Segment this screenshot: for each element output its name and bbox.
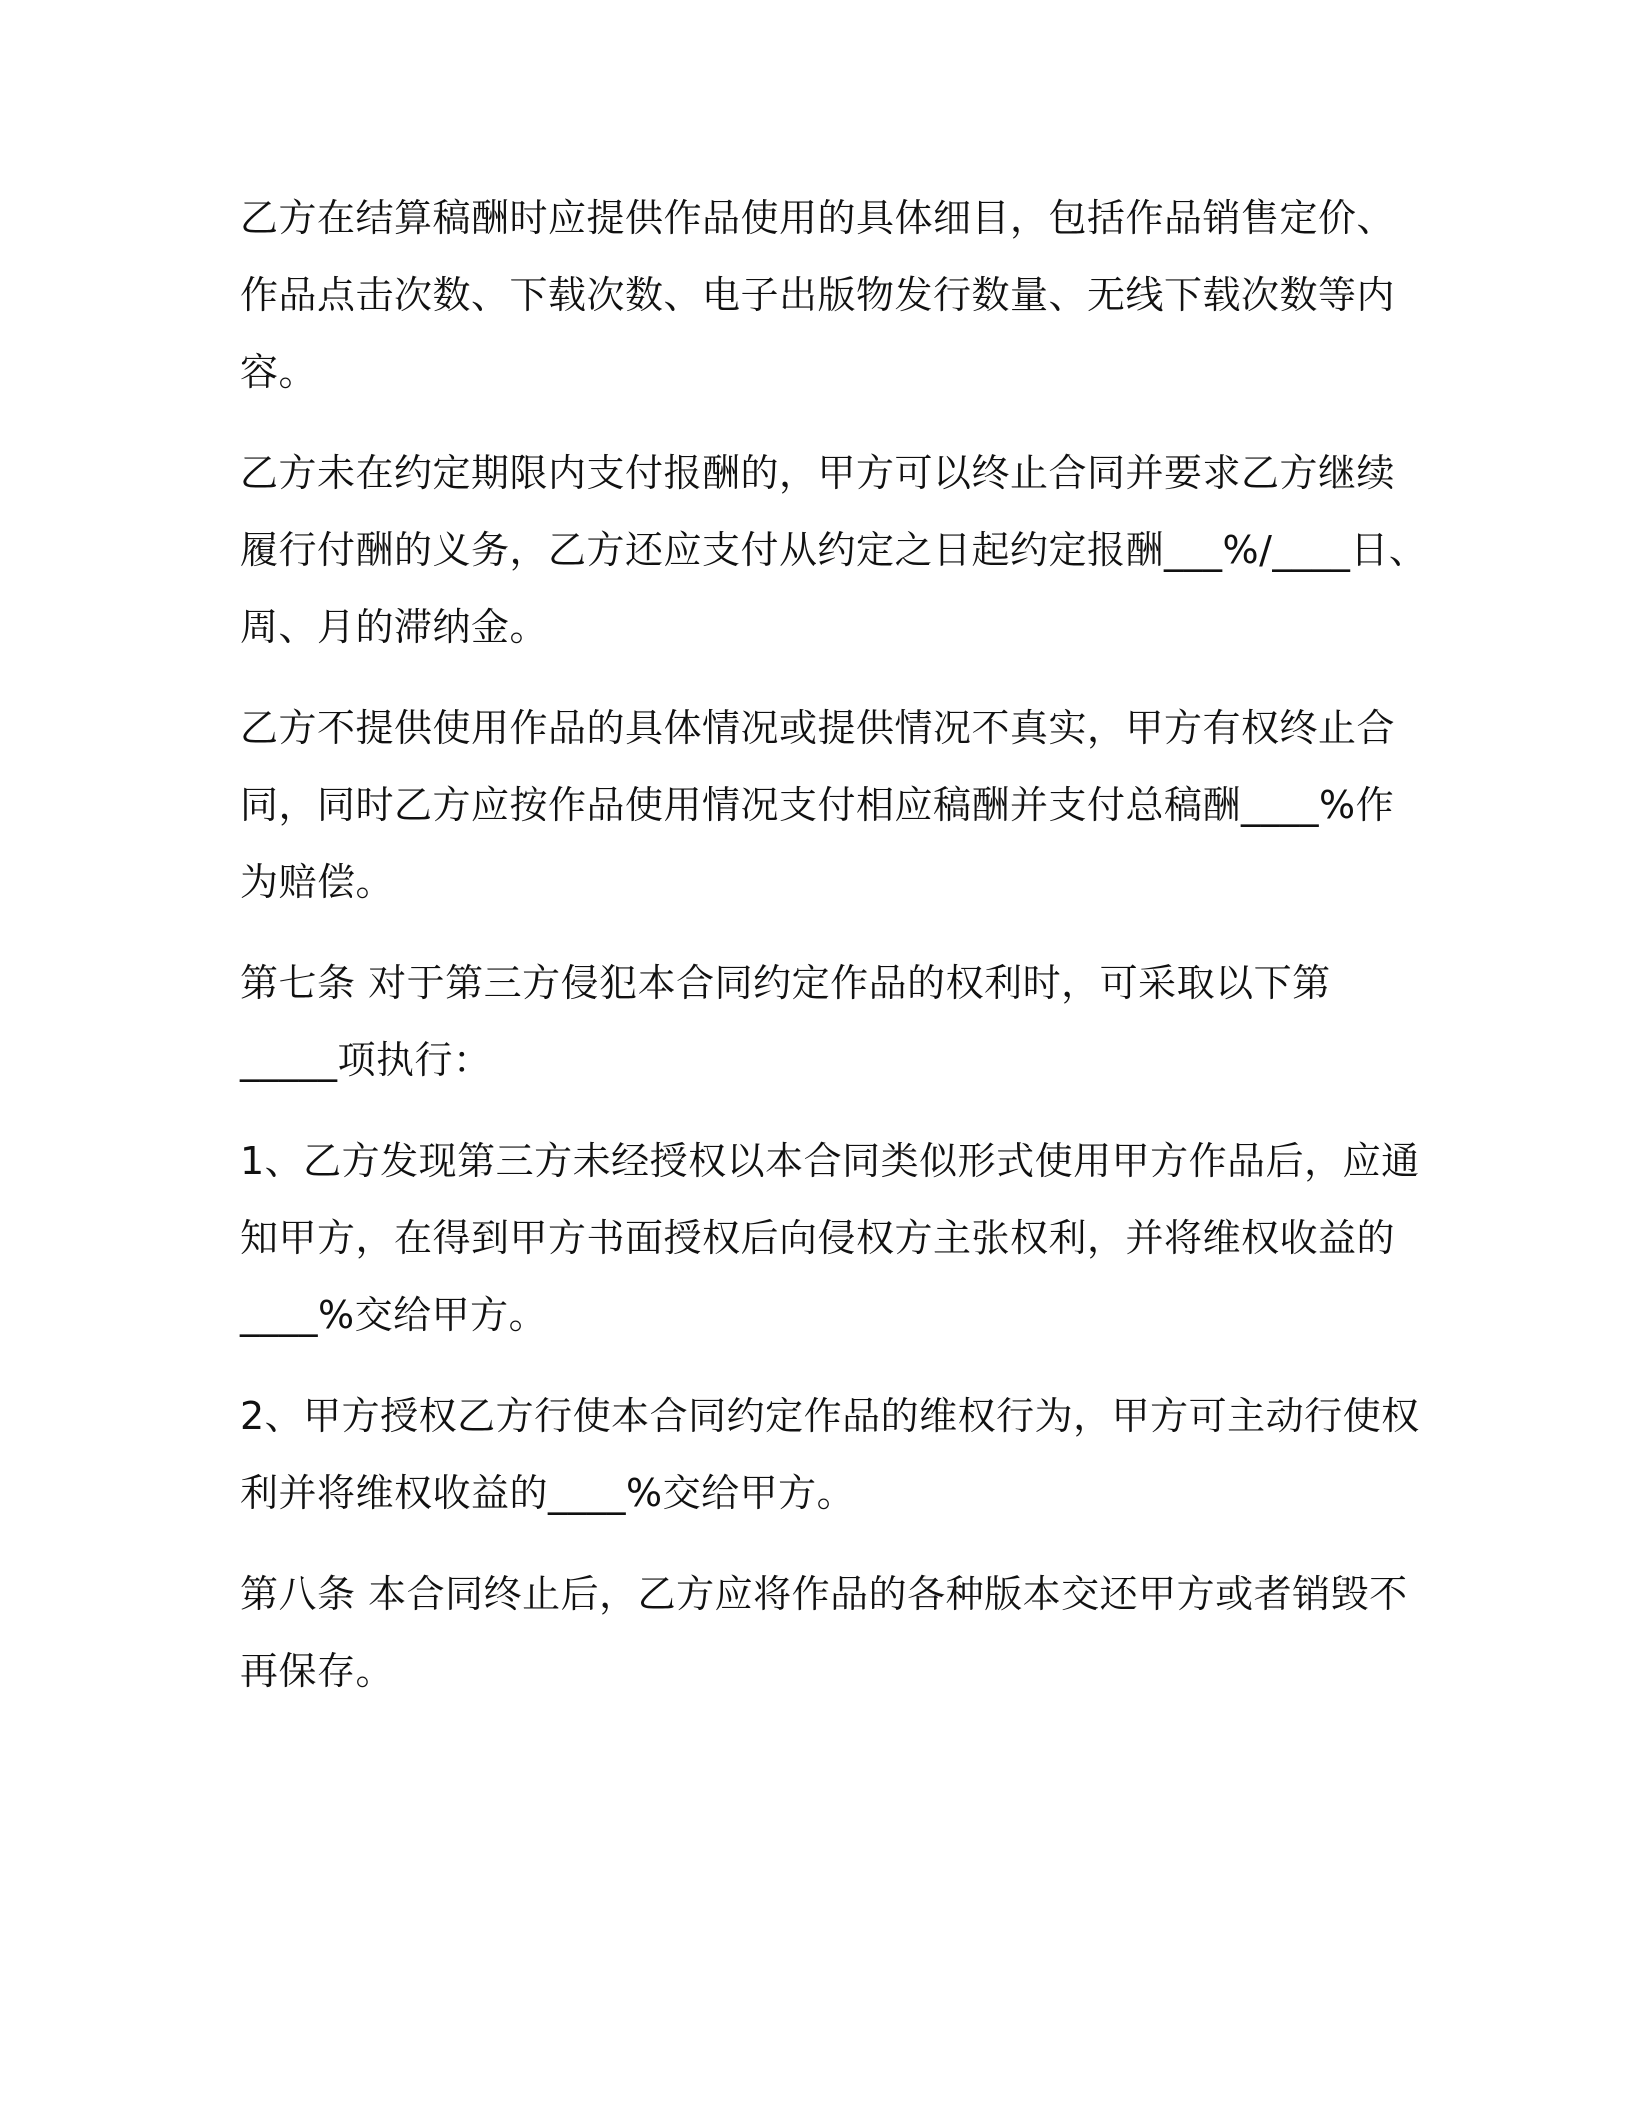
text-line: 同，同时乙方应按作品使用情况支付相应稿酬并支付总稿酬____%作: [240, 783, 1395, 827]
text-line: 第七条 对于第三方侵犯本合同约定作品的权利时，可采取以下第: [240, 961, 1331, 1005]
article-seven-item-1: [240, 1123, 1420, 1354]
paragraph-false-report: [240, 690, 1400, 921]
text-line: 乙方不提供使用作品的具体情况或提供情况不真实，甲方有权终止合: [240, 706, 1396, 750]
text-line: 1、乙方发现第三方未经授权以本合同类似形式使用甲方作品后，应通: [240, 1139, 1420, 1183]
paragraph-late-payment: [240, 435, 1428, 666]
text-line: _____项执行：: [240, 1038, 492, 1082]
text-line: 乙方在结算稿酬时应提供作品使用的具体细目，包括作品销售定价、: [240, 196, 1396, 240]
text-line: 乙方未在约定期限内支付报酬的，甲方可以终止合同并要求乙方继续: [240, 451, 1396, 495]
text-line: 周、月的滞纳金。: [240, 605, 549, 649]
text-line: ____%交给甲方。: [240, 1293, 548, 1337]
text-line: 履行付酬的义务，乙方还应支付从约定之日起约定报酬___%/____日、: [240, 528, 1428, 572]
text-line: 作品点击次数、下载次数、电子出版物发行数量、无线下载次数等内: [240, 273, 1396, 317]
article-seven-item-2: [240, 1378, 1420, 1532]
paragraph-settlement-details: [240, 180, 1400, 411]
text-line: 容。: [240, 350, 318, 394]
text-line: 为赔偿。: [240, 860, 395, 904]
article-eight: [240, 1556, 1408, 1710]
text-line: 第八条 本合同终止后，乙方应将作品的各种版本交还甲方或者销毁不: [240, 1572, 1408, 1616]
text-line: 2、甲方授权乙方行使本合同约定作品的维权行为，甲方可主动行使权: [240, 1394, 1420, 1438]
text-line: 知甲方，在得到甲方书面授权后向侵权方主张权利，并将维权收益的: [240, 1216, 1396, 1260]
document-body: [240, 180, 1428, 1734]
text-line: 利并将维权收益的____%交给甲方。: [240, 1471, 856, 1515]
article-seven: [240, 945, 1400, 1099]
text-line: 再保存。: [240, 1649, 395, 1693]
